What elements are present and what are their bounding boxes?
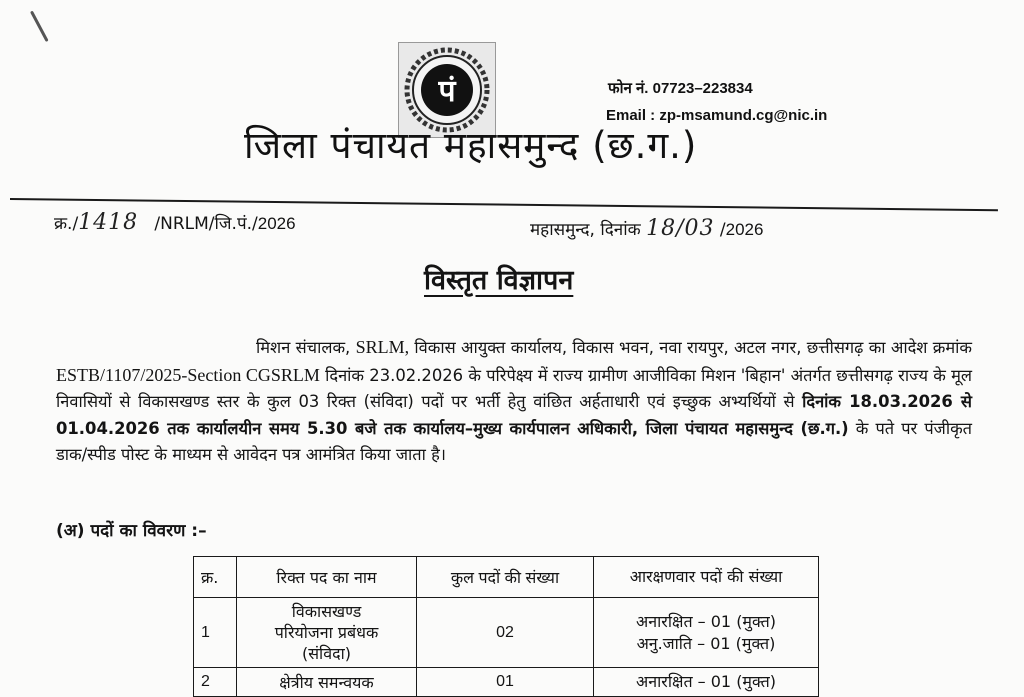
body-order-number: ESTB/1107/2025-Section CGSRLM — [56, 364, 320, 385]
ref-year: 2026 — [257, 214, 296, 233]
cell-total-posts: 02 — [417, 598, 594, 668]
body-text-1: मिशन संचालक, — [256, 338, 356, 358]
email-address: Email : zp-msamund.cg@nic.in — [606, 107, 828, 124]
post-name-line: परियोजना प्रबंधक — [274, 623, 379, 642]
scan-pen-mark — [30, 11, 49, 42]
reservation-line: अनारक्षित – 01 (मुक्त) — [636, 672, 776, 691]
col-header-reservation: आरक्षणवार पदों की संख्या — [594, 557, 819, 598]
cell-serial: 2 — [194, 668, 237, 697]
body-deadline-bold: दिनांक 18.03.2026 से 01.04.2026 तक कार्यालयीन समय 5.30 बजे तक कार्यालय–मुख्य कार्यपालन अधिकारी, जिला पंचायत महासमुन्द (छ.ग.) — [56, 392, 972, 438]
organization-title: जिला पंचायत महासमुन्द (छ.ग.) — [244, 124, 698, 167]
document-title: विस्तृत विज्ञापन — [424, 265, 574, 296]
issue-date — [530, 216, 763, 241]
table-header-row — [194, 557, 819, 598]
date-handwritten-day: 18 — [646, 216, 677, 241]
cell-serial: 1 — [194, 598, 237, 668]
svg-text:पं: पं — [438, 74, 456, 109]
ref-handwritten-number: 1418 — [78, 210, 139, 235]
date-separator: / — [719, 220, 726, 240]
body-srlm: SRLM, — [355, 337, 410, 358]
body-text-4: के पते पर पंजीकृत डाक/स्पीड पोस्ट के माध्यम से आवेदन पत्र आमंत्रित किया जाता है। — [56, 418, 972, 465]
col-header-total-posts: कुल पदों की संख्या — [417, 557, 594, 598]
cell-post-name — [237, 598, 417, 668]
body-text-2: विकास आयुक्त कार्यालय, विकास भवन, नवा रायपुर, अटल नगर, छत्तीसगढ़ का आदेश क्रमांक — [409, 338, 972, 358]
ref-prefix: क्र./ — [54, 214, 79, 234]
col-header-serial: क्र. — [194, 557, 237, 598]
post-name-line: विकासखण्ड — [291, 602, 362, 621]
body-text-3: दिनांक 23.02.2026 के परिपेक्ष्य में राज्य ग्रामीण आजीविका मिशन 'बिहान' अंतर्गत छत्तीसगढ़ राज्य के मूल निवासियों से विकासखण्ड स्तर के कुल 03 रिक्त (संविदा) पदों पर भर्ती हेतु वांछित अर्हताधारी एवं इच्छुक अभ्यर्थियों से — [56, 365, 972, 412]
table-row — [194, 668, 819, 697]
post-name-line: क्षेत्रीय समन्वयक — [279, 672, 374, 692]
date-year: 2026 — [725, 220, 764, 239]
section-a-heading: (अ) पदों का विवरण :– — [56, 521, 207, 541]
cell-reservation — [594, 598, 819, 668]
col-header-post-name: रिक्त पद का नाम — [237, 557, 417, 598]
cell-total-posts: 01 — [417, 668, 594, 697]
posts-table — [193, 556, 819, 697]
table-row — [194, 598, 819, 668]
ref-suffix: /NRLM/जि.पं./ — [154, 214, 258, 234]
post-name-line: (संविदा) — [302, 644, 351, 663]
reservation-line: अनु.जाति – 01 (मुक्त) — [636, 633, 776, 653]
cell-post-name — [237, 668, 417, 697]
advertisement-body — [56, 334, 972, 469]
reference-number — [54, 210, 296, 235]
reservation-line: अनारक्षित – 01 (मुक्त) — [636, 611, 776, 631]
cell-reservation — [594, 668, 819, 697]
date-place-label: महासमुन्द, दिनांक — [530, 220, 641, 240]
phone-number: फोन नं. 07723–223834 — [608, 80, 753, 97]
date-handwritten-month: /03 — [676, 216, 715, 241]
